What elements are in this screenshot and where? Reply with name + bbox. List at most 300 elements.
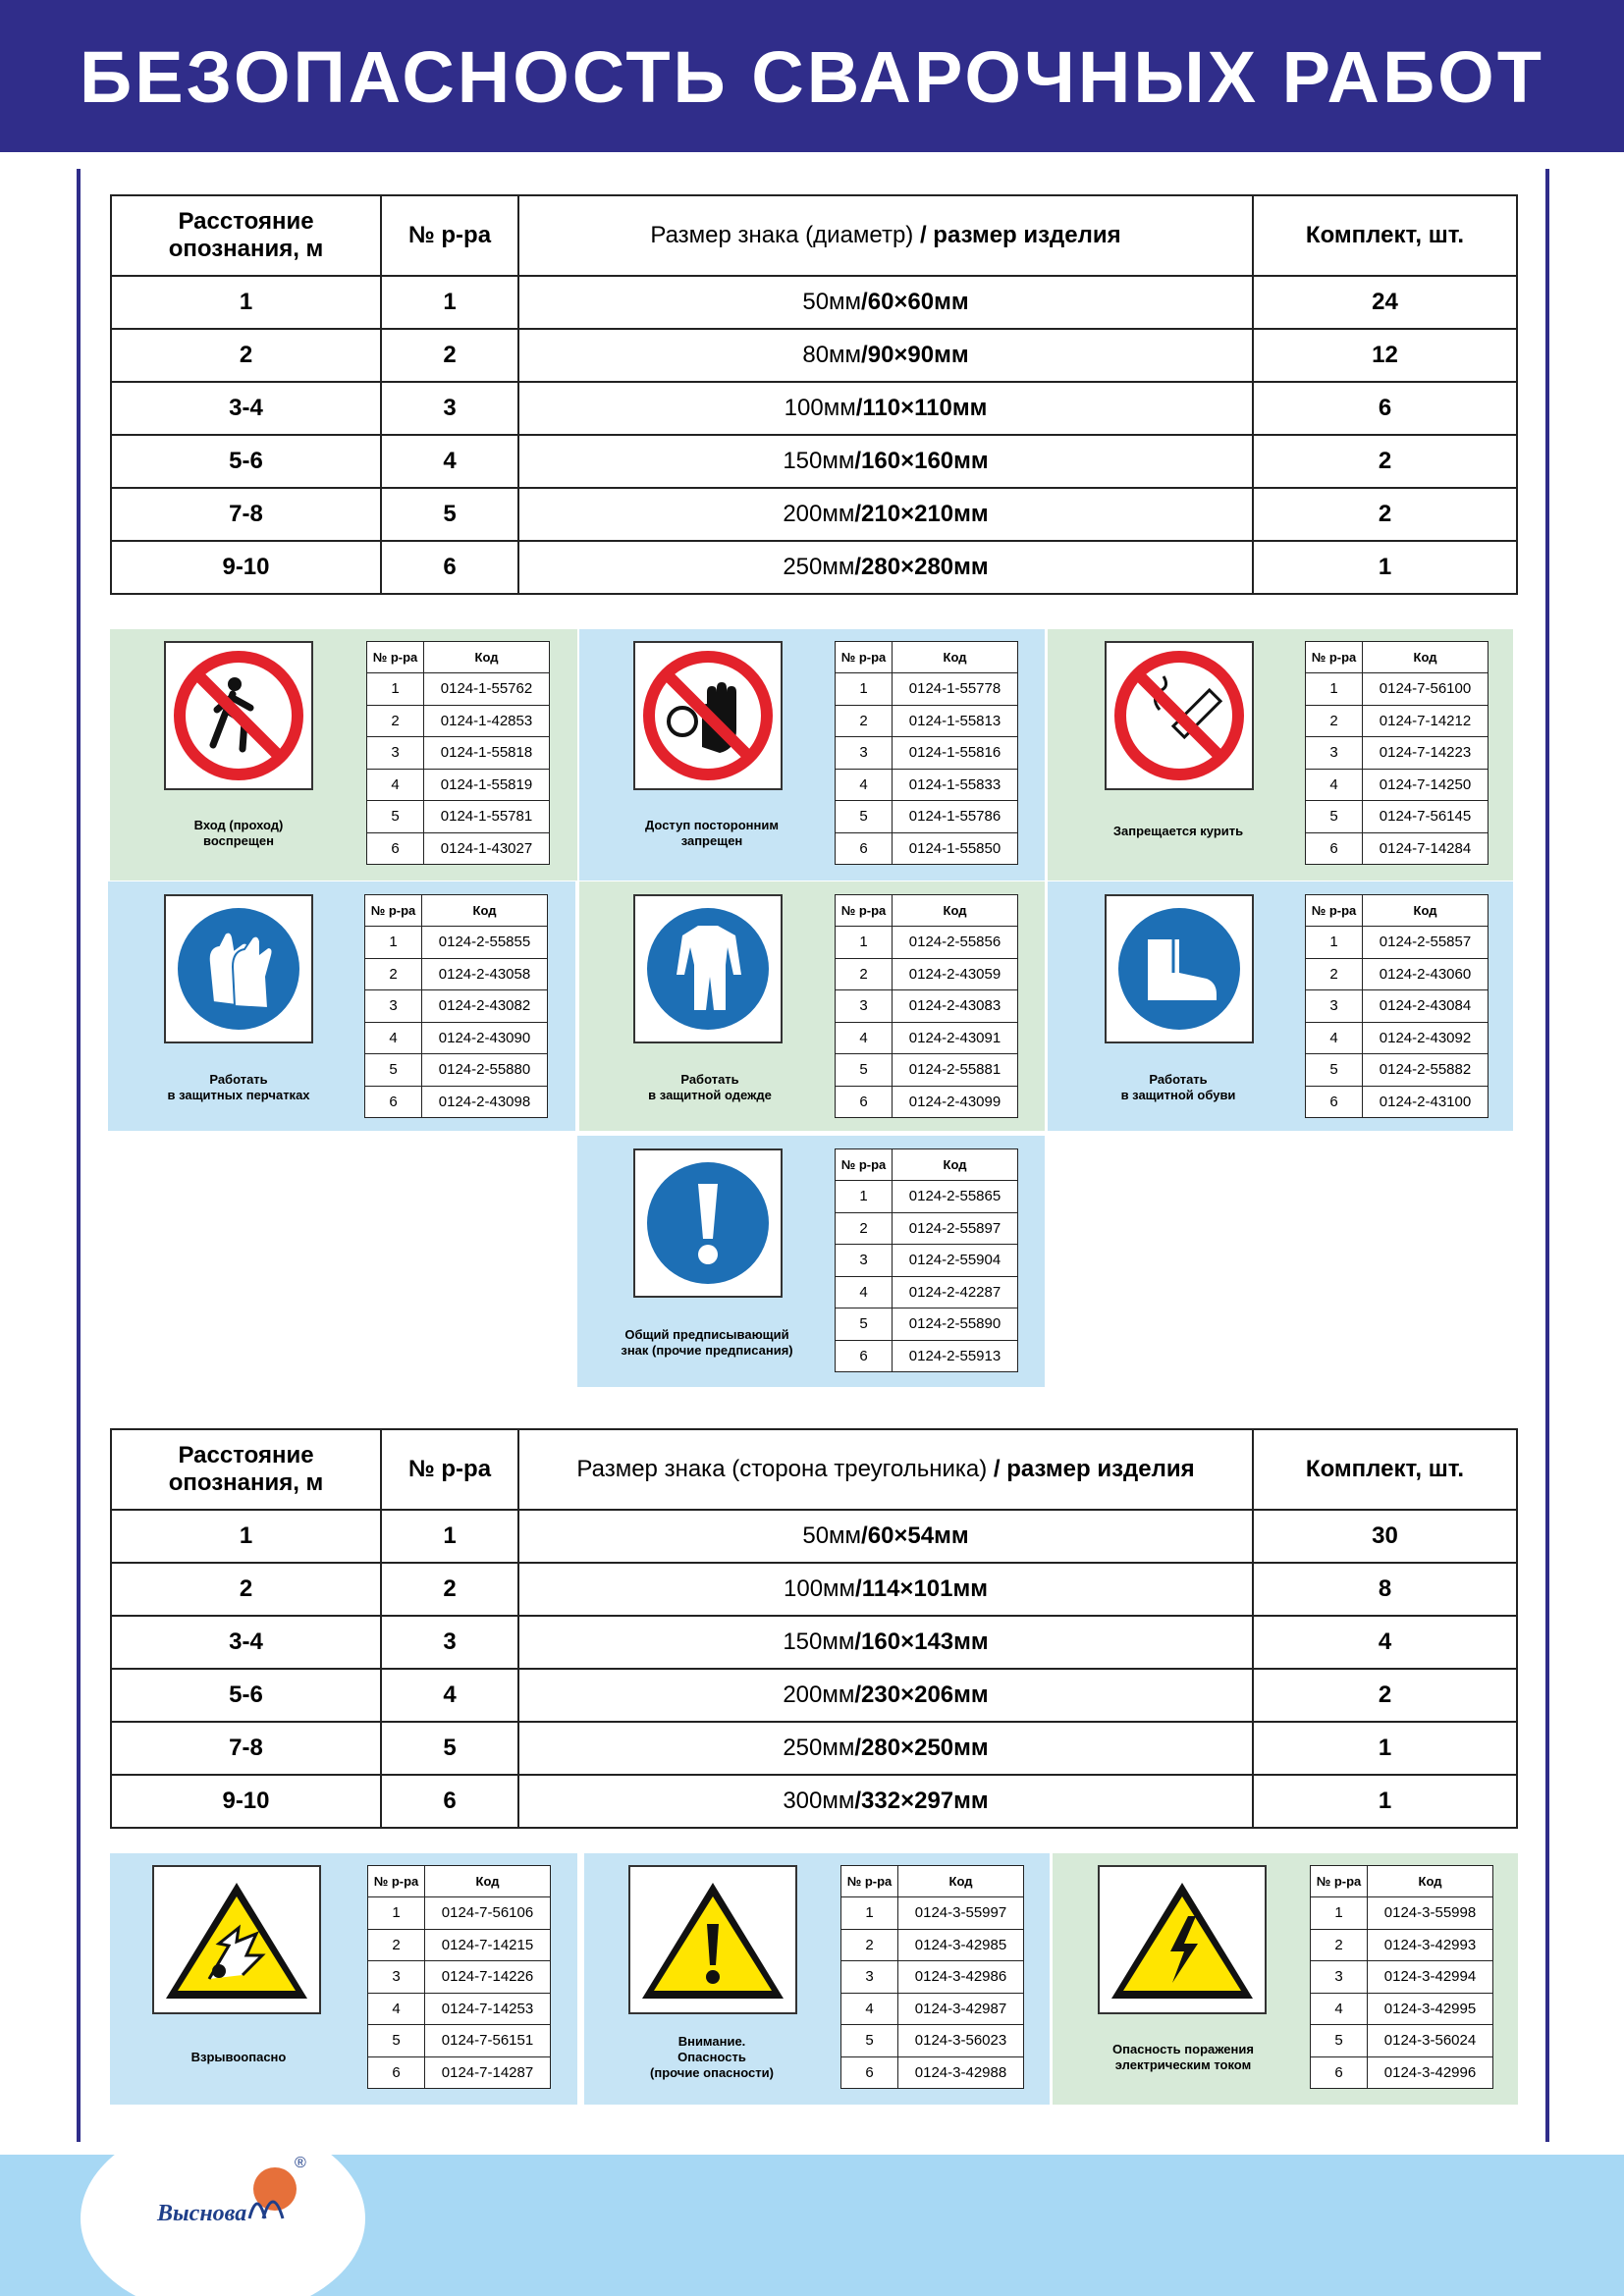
code-value: 0124-2-43059 xyxy=(893,958,1018,990)
code-row xyxy=(836,1340,1018,1372)
code-row-num: 4 xyxy=(841,1993,898,2025)
code-value: 0124-2-43091 xyxy=(893,1022,1018,1054)
size-table-round-signs xyxy=(110,194,1518,595)
exclamation-mandatory-icon xyxy=(643,1158,773,1288)
table-row xyxy=(111,435,1517,488)
cell-set: 12 xyxy=(1253,329,1517,382)
code-value: 0124-2-55881 xyxy=(893,1054,1018,1087)
col-header-size-num: № р-ра xyxy=(381,195,518,276)
code-row xyxy=(365,1054,548,1087)
cell-size-num: 1 xyxy=(381,1510,518,1563)
table-row xyxy=(111,1616,1517,1669)
cell-set: 1 xyxy=(1253,541,1517,594)
sign-no-access xyxy=(633,641,783,790)
code-table xyxy=(366,641,550,865)
cell-sign-size: 100мм/110×110мм xyxy=(518,382,1253,435)
code-value: 0124-3-42988 xyxy=(898,2056,1024,2089)
code-value: 0124-7-14250 xyxy=(1363,769,1489,801)
sign-general-mandatory xyxy=(633,1148,783,1298)
code-row-num: 6 xyxy=(836,1086,893,1118)
logo-text: Выснова xyxy=(157,2201,247,2226)
code-row xyxy=(836,1086,1018,1118)
code-row-num: 6 xyxy=(836,832,893,865)
cell-sign-size: 250мм/280×280мм xyxy=(518,541,1253,594)
code-value: 0124-3-42987 xyxy=(898,1993,1024,2025)
code-row-num: 1 xyxy=(365,927,422,959)
code-row-num: 6 xyxy=(368,2056,425,2089)
code-value: 0124-2-55882 xyxy=(1363,1054,1489,1087)
code-row-num: 1 xyxy=(836,927,893,959)
code-row-num: 2 xyxy=(1306,958,1363,990)
code-row-num: 3 xyxy=(365,990,422,1023)
code-row xyxy=(1306,673,1489,706)
code-row-num: 4 xyxy=(1311,1993,1368,2025)
code-row-num: 4 xyxy=(836,769,893,801)
code-value: 0124-7-56151 xyxy=(425,2025,551,2057)
col-header-set: Комплект, шт. xyxy=(1253,195,1517,276)
sign-caption: Взрывоопасно xyxy=(190,2050,287,2064)
code-row xyxy=(1306,1054,1489,1087)
code-value: 0124-1-55816 xyxy=(893,737,1018,770)
table-row xyxy=(111,1722,1517,1775)
code-value: 0124-3-55997 xyxy=(898,1897,1024,1930)
code-row xyxy=(367,769,550,801)
cell-size-num: 1 xyxy=(381,276,518,329)
col-header-code: Код xyxy=(424,642,550,673)
sign-no-entry xyxy=(164,641,313,790)
cell-sign-size: 80мм/90×90мм xyxy=(518,329,1253,382)
code-value: 0124-1-55813 xyxy=(893,705,1018,737)
code-value: 0124-1-55762 xyxy=(424,673,550,706)
cell-sign-size: 300мм/332×297мм xyxy=(518,1775,1253,1828)
cell-set: 2 xyxy=(1253,488,1517,541)
code-row xyxy=(1306,769,1489,801)
code-row xyxy=(836,1181,1018,1213)
cell-sign-size: 200мм/210×210мм xyxy=(518,488,1253,541)
code-value: 0124-2-55890 xyxy=(893,1308,1018,1341)
cell-set: 2 xyxy=(1253,1669,1517,1722)
col-header-num: № р-ра xyxy=(367,642,424,673)
code-value: 0124-2-43099 xyxy=(893,1086,1018,1118)
code-row xyxy=(365,990,548,1023)
code-value: 0124-2-43058 xyxy=(422,958,548,990)
code-row-num: 1 xyxy=(1306,673,1363,706)
col-header-code: Код xyxy=(898,1866,1024,1897)
table-row xyxy=(111,1669,1517,1722)
cell-distance: 7-8 xyxy=(111,1722,381,1775)
col-header-num: № р-ра xyxy=(836,895,893,927)
cell-set: 1 xyxy=(1253,1722,1517,1775)
code-row xyxy=(1306,801,1489,833)
cell-size-num: 6 xyxy=(381,541,518,594)
code-row xyxy=(365,1086,548,1118)
col-header-code: Код xyxy=(893,895,1018,927)
code-row xyxy=(836,673,1018,706)
code-row xyxy=(836,990,1018,1023)
code-row-num: 2 xyxy=(1311,1929,1368,1961)
col-header-num: № р-ра xyxy=(368,1866,425,1897)
cell-set: 2 xyxy=(1253,435,1517,488)
code-row xyxy=(367,737,550,770)
code-row-num: 5 xyxy=(836,1308,893,1341)
col-header-code: Код xyxy=(425,1866,551,1897)
code-row xyxy=(1306,990,1489,1023)
no-entry-pedestrian-icon xyxy=(174,651,303,780)
code-value: 0124-3-42995 xyxy=(1368,1993,1493,2025)
code-row-num: 1 xyxy=(1306,927,1363,959)
cell-sign-size: 200мм/230×206мм xyxy=(518,1669,1253,1722)
code-value: 0124-1-42853 xyxy=(424,705,550,737)
code-value: 0124-2-55857 xyxy=(1363,927,1489,959)
code-row xyxy=(1306,705,1489,737)
code-row-num: 5 xyxy=(365,1054,422,1087)
code-value: 0124-2-43098 xyxy=(422,1086,548,1118)
cell-distance: 9-10 xyxy=(111,541,381,594)
cell-sign-size: 50мм/60×60мм xyxy=(518,276,1253,329)
sign-caption: Доступ посторонним запрещен xyxy=(645,818,779,848)
code-value: 0124-2-55904 xyxy=(893,1245,1018,1277)
code-value: 0124-3-42994 xyxy=(1368,1961,1493,1994)
code-value: 0124-7-56100 xyxy=(1363,673,1489,706)
code-row-num: 4 xyxy=(1306,1022,1363,1054)
code-row-num: 3 xyxy=(368,1961,425,1994)
sign-caption: Работать в защитной обуви xyxy=(1120,1072,1236,1102)
code-value: 0124-2-55865 xyxy=(893,1181,1018,1213)
code-row xyxy=(368,1929,551,1961)
cell-distance: 9-10 xyxy=(111,1775,381,1828)
code-row xyxy=(1306,1022,1489,1054)
col-header-code: Код xyxy=(1368,1866,1493,1897)
code-row-num: 5 xyxy=(836,1054,893,1087)
code-value: 0124-7-14215 xyxy=(425,1929,551,1961)
code-row-num: 1 xyxy=(367,673,424,706)
code-row xyxy=(367,832,550,865)
code-row-num: 4 xyxy=(367,769,424,801)
cell-set: 24 xyxy=(1253,276,1517,329)
sign-caption: Внимание. Опасность (прочие опасности) xyxy=(650,2034,774,2080)
col-header-num: № р-ра xyxy=(1306,642,1363,673)
code-row-num: 4 xyxy=(368,1993,425,2025)
code-row xyxy=(836,1308,1018,1341)
no-smoking-icon xyxy=(1114,651,1244,780)
code-value: 0124-3-42993 xyxy=(1368,1929,1493,1961)
code-value: 0124-7-14212 xyxy=(1363,705,1489,737)
cell-set: 6 xyxy=(1253,382,1517,435)
code-value: 0124-7-14253 xyxy=(425,1993,551,2025)
code-value: 0124-1-55833 xyxy=(893,769,1018,801)
code-row-num: 6 xyxy=(1306,832,1363,865)
sign-caption: Запрещается курить xyxy=(1112,824,1244,838)
code-table-header xyxy=(836,895,1018,927)
code-row xyxy=(368,1993,551,2025)
gloves-icon xyxy=(174,904,303,1034)
page-title: БЕЗОПАСНОСТЬ СВАРОЧНЫХ РАБОТ xyxy=(80,36,1544,118)
code-value: 0124-2-42287 xyxy=(893,1276,1018,1308)
code-value: 0124-1-55786 xyxy=(893,801,1018,833)
col-header-size-num: № р-ра xyxy=(381,1429,518,1510)
code-row xyxy=(841,1961,1024,1994)
cell-distance: 2 xyxy=(111,329,381,382)
code-row xyxy=(836,927,1018,959)
code-row xyxy=(841,1929,1024,1961)
sign-caption: Работать в защитных перчатках xyxy=(167,1072,310,1102)
cell-sign-size: 50мм/60×54мм xyxy=(518,1510,1253,1563)
code-table-header xyxy=(365,895,548,927)
code-row-num: 2 xyxy=(841,1929,898,1961)
cell-sign-size: 100мм/114×101мм xyxy=(518,1563,1253,1616)
table-row xyxy=(111,1510,1517,1563)
code-row xyxy=(365,1022,548,1054)
cell-size-num: 5 xyxy=(381,488,518,541)
col-header-code: Код xyxy=(893,1149,1018,1181)
code-row xyxy=(1306,958,1489,990)
code-value: 0124-2-43090 xyxy=(422,1022,548,1054)
code-row xyxy=(1311,1993,1493,2025)
registered-mark: ® xyxy=(295,2155,306,2171)
col-header-code: Код xyxy=(893,642,1018,673)
code-value: 0124-7-14287 xyxy=(425,2056,551,2089)
code-row-num: 3 xyxy=(836,990,893,1023)
code-row xyxy=(365,958,548,990)
code-row xyxy=(367,673,550,706)
col-header-set: Комплект, шт. xyxy=(1253,1429,1517,1510)
code-value: 0124-2-55880 xyxy=(422,1054,548,1087)
table-row xyxy=(111,382,1517,435)
cell-distance: 5-6 xyxy=(111,1669,381,1722)
code-table xyxy=(835,1148,1018,1372)
code-value: 0124-2-43084 xyxy=(1363,990,1489,1023)
code-row-num: 4 xyxy=(836,1022,893,1054)
cell-size-num: 4 xyxy=(381,435,518,488)
code-row-num: 6 xyxy=(1311,2056,1368,2089)
code-row-num: 1 xyxy=(841,1897,898,1930)
code-row-num: 6 xyxy=(367,832,424,865)
table-row xyxy=(111,1563,1517,1616)
sign-caption: Опасность поражения электрическим током xyxy=(1112,2042,1254,2072)
code-row xyxy=(1311,1961,1493,1994)
cell-distance: 3-4 xyxy=(111,382,381,435)
col-header-code: Код xyxy=(1363,642,1489,673)
cell-size-num: 5 xyxy=(381,1722,518,1775)
code-value: 0124-1-55778 xyxy=(893,673,1018,706)
code-row-num: 2 xyxy=(1306,705,1363,737)
code-row xyxy=(1306,737,1489,770)
code-table-header xyxy=(841,1866,1024,1897)
cell-set: 8 xyxy=(1253,1563,1517,1616)
code-table-header xyxy=(1311,1866,1493,1897)
sign-electric-shock xyxy=(1098,1865,1267,2014)
code-row-num: 3 xyxy=(836,737,893,770)
code-value: 0124-3-56023 xyxy=(898,2025,1024,2057)
code-row xyxy=(836,1022,1018,1054)
cell-distance: 5-6 xyxy=(111,435,381,488)
cell-distance: 2 xyxy=(111,1563,381,1616)
code-table xyxy=(1305,894,1489,1118)
code-value: 0124-2-43082 xyxy=(422,990,548,1023)
code-row xyxy=(836,958,1018,990)
left-border-line xyxy=(77,169,81,2142)
code-row-num: 2 xyxy=(365,958,422,990)
code-row xyxy=(836,705,1018,737)
code-row-num: 3 xyxy=(1306,737,1363,770)
cell-distance: 7-8 xyxy=(111,488,381,541)
cell-size-num: 6 xyxy=(381,1775,518,1828)
code-row xyxy=(365,927,548,959)
size-table-triangle-signs xyxy=(110,1428,1518,1829)
code-row-num: 1 xyxy=(1311,1897,1368,1930)
general-danger-icon xyxy=(636,1873,789,2006)
code-row xyxy=(836,801,1018,833)
code-value: 0124-3-42985 xyxy=(898,1929,1024,1961)
col-header-distance: Расстояние опознания, м xyxy=(111,195,381,276)
code-table xyxy=(367,1865,551,2089)
sign-gloves xyxy=(164,894,313,1043)
code-row-num: 3 xyxy=(836,1245,893,1277)
code-row xyxy=(836,832,1018,865)
code-row xyxy=(368,1897,551,1930)
code-value: 0124-2-43100 xyxy=(1363,1086,1489,1118)
col-header-distance: Расстояние опознания, м xyxy=(111,1429,381,1510)
code-row xyxy=(367,705,550,737)
sign-explosion xyxy=(152,1865,321,2014)
sign-caption: Вход (проход) воспрещен xyxy=(193,818,284,848)
code-table-header xyxy=(836,642,1018,673)
col-header-sign-size: Размер знака (диаметр) / размер изделия xyxy=(518,195,1253,276)
table-row xyxy=(111,541,1517,594)
no-access-hand-icon xyxy=(643,651,773,780)
code-value: 0124-2-43060 xyxy=(1363,958,1489,990)
code-table xyxy=(835,894,1018,1118)
code-row-num: 6 xyxy=(1306,1086,1363,1118)
code-row-num: 4 xyxy=(836,1276,893,1308)
col-header-num: № р-ра xyxy=(1311,1866,1368,1897)
code-row-num: 5 xyxy=(1306,1054,1363,1087)
sign-no-smoking xyxy=(1105,641,1254,790)
code-value: 0124-3-56024 xyxy=(1368,2025,1493,2057)
col-header-num: № р-ра xyxy=(836,1149,893,1181)
code-row xyxy=(841,2025,1024,2057)
cell-set: 1 xyxy=(1253,1775,1517,1828)
code-table-header xyxy=(367,642,550,673)
electric-shock-icon xyxy=(1106,1873,1259,2006)
code-row-num: 5 xyxy=(1311,2025,1368,2057)
code-value: 0124-3-55998 xyxy=(1368,1897,1493,1930)
code-row xyxy=(841,1993,1024,2025)
code-row-num: 5 xyxy=(841,2025,898,2057)
code-row-num: 1 xyxy=(368,1897,425,1930)
code-row-num: 4 xyxy=(1306,769,1363,801)
code-value: 0124-7-14284 xyxy=(1363,832,1489,865)
sign-caption: Общий предписывающий знак (прочие предписания) xyxy=(621,1327,793,1358)
code-row-num: 3 xyxy=(1311,1961,1368,1994)
protective-boots-icon xyxy=(1114,904,1244,1034)
code-row xyxy=(841,2056,1024,2089)
cell-size-num: 2 xyxy=(381,1563,518,1616)
cell-sign-size: 150мм/160×143мм xyxy=(518,1616,1253,1669)
code-value: 0124-2-55913 xyxy=(893,1340,1018,1372)
cell-set: 4 xyxy=(1253,1616,1517,1669)
code-value: 0124-7-14223 xyxy=(1363,737,1489,770)
col-header-num: № р-ра xyxy=(365,895,422,927)
code-table-header xyxy=(836,1149,1018,1181)
code-row xyxy=(368,2056,551,2089)
code-row-num: 6 xyxy=(836,1340,893,1372)
code-value: 0124-2-43092 xyxy=(1363,1022,1489,1054)
code-value: 0124-1-55819 xyxy=(424,769,550,801)
code-row-num: 1 xyxy=(836,673,893,706)
code-row xyxy=(836,1276,1018,1308)
code-row xyxy=(836,769,1018,801)
code-table xyxy=(364,894,548,1118)
protective-clothing-icon xyxy=(643,904,773,1034)
cell-set: 30 xyxy=(1253,1510,1517,1563)
code-table xyxy=(835,641,1018,865)
code-row xyxy=(836,1054,1018,1087)
cell-size-num: 3 xyxy=(381,1616,518,1669)
col-header-code: Код xyxy=(422,895,548,927)
code-row-num: 3 xyxy=(841,1961,898,1994)
code-row xyxy=(836,737,1018,770)
code-row-num: 4 xyxy=(365,1022,422,1054)
code-value: 0124-1-55818 xyxy=(424,737,550,770)
code-value: 0124-2-55855 xyxy=(422,927,548,959)
code-row xyxy=(1306,1086,1489,1118)
cell-distance: 3-4 xyxy=(111,1616,381,1669)
sign-caption: Работать в защитной одежде xyxy=(648,1072,772,1102)
code-value: 0124-7-56106 xyxy=(425,1897,551,1930)
code-row xyxy=(1311,1929,1493,1961)
code-value: 0124-1-55850 xyxy=(893,832,1018,865)
code-row xyxy=(368,2025,551,2057)
code-value: 0124-3-42996 xyxy=(1368,2056,1493,2089)
code-table-header xyxy=(1306,642,1489,673)
code-row-num: 3 xyxy=(367,737,424,770)
code-value: 0124-1-43027 xyxy=(424,832,550,865)
code-value: 0124-2-55897 xyxy=(893,1212,1018,1245)
explosion-warning-icon xyxy=(160,1873,313,2006)
cell-size-num: 4 xyxy=(381,1669,518,1722)
col-header-code: Код xyxy=(1363,895,1489,927)
code-row-num: 6 xyxy=(365,1086,422,1118)
table-row xyxy=(111,276,1517,329)
code-row-num: 2 xyxy=(836,705,893,737)
code-table xyxy=(840,1865,1024,2089)
cell-size-num: 2 xyxy=(381,329,518,382)
code-row xyxy=(841,1897,1024,1930)
code-table xyxy=(1310,1865,1493,2089)
code-row xyxy=(367,801,550,833)
cell-sign-size: 250мм/280×250мм xyxy=(518,1722,1253,1775)
code-table xyxy=(1305,641,1489,865)
code-row-num: 2 xyxy=(367,705,424,737)
code-row-num: 1 xyxy=(836,1181,893,1213)
sign-protective-clothing xyxy=(633,894,783,1043)
code-row xyxy=(368,1961,551,1994)
sign-general-danger xyxy=(628,1865,797,2014)
code-row-num: 3 xyxy=(1306,990,1363,1023)
code-row xyxy=(1306,832,1489,865)
code-row xyxy=(1311,1897,1493,1930)
col-header-num: № р-ра xyxy=(836,642,893,673)
code-table-header xyxy=(368,1866,551,1897)
code-row xyxy=(1311,2025,1493,2057)
code-row-num: 2 xyxy=(836,958,893,990)
code-value: 0124-7-56145 xyxy=(1363,801,1489,833)
cell-distance: 1 xyxy=(111,276,381,329)
code-row-num: 6 xyxy=(841,2056,898,2089)
col-header-sign-size: Размер знака (сторона треугольника) / размер изделия xyxy=(518,1429,1253,1510)
table-row xyxy=(111,329,1517,382)
